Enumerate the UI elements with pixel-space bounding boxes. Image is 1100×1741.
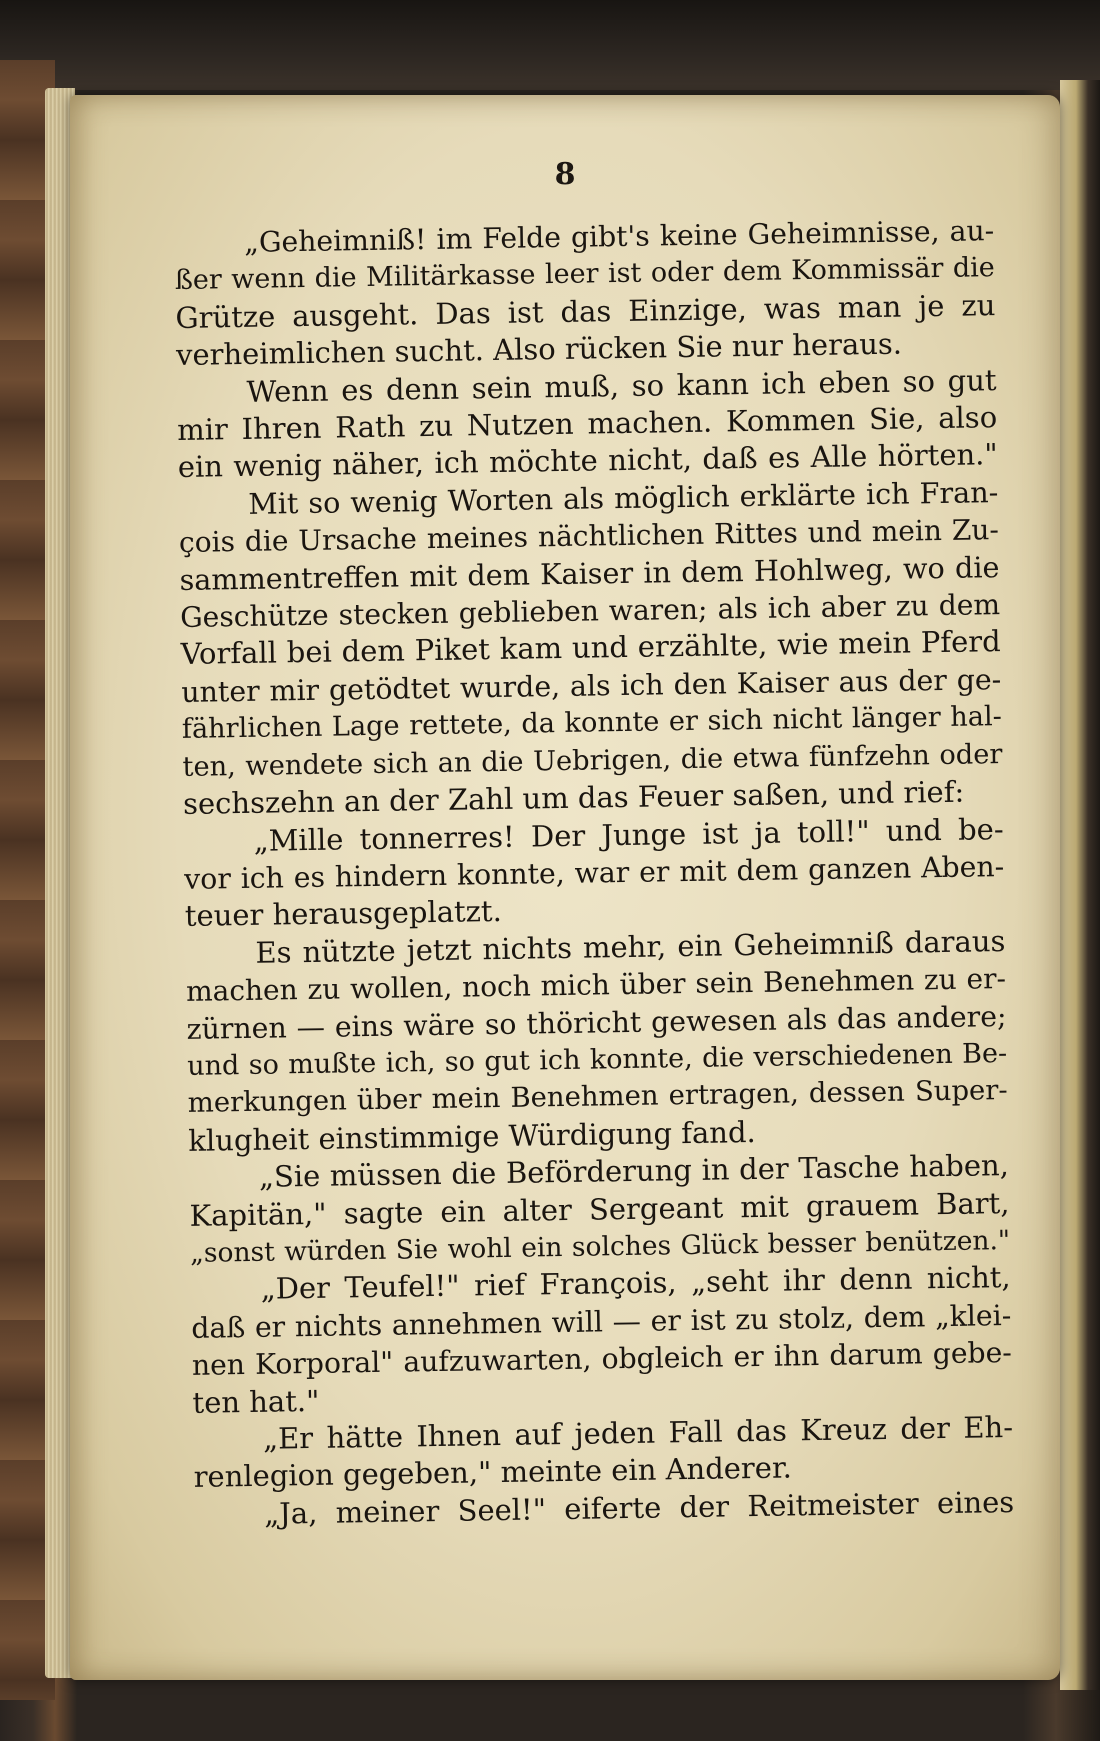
text-line: „Sie müssen die Beförderung in der Tasche haben, (258, 1148, 1010, 1194)
facing-page-edge (1060, 80, 1100, 1690)
text-line: „Ja, meiner Seel!" eiferte der Reitmeister eines (263, 1484, 1015, 1531)
text-line: Geschütze stecken geblieben waren; als ich aber zu dem (179, 588, 1001, 635)
text-line: „Er hätte Ihnen auf jeden Fall das Kreuz der Eh- (262, 1409, 1014, 1456)
text-line: ein wenig näher, ich möchte nicht, daß es Alle hörten." (177, 437, 998, 485)
text-line: ten hat." (192, 1383, 320, 1420)
text-line: klugheit einstimmige Würdigung fand. (188, 1114, 757, 1158)
text-line: „Geheimniß! im Felde gibt's keine Geheimnisse, au- (244, 214, 995, 259)
page-number: 8 (554, 157, 576, 192)
text-line: Mit so wenig Worten als möglich erklärte ich Fran- (248, 474, 999, 521)
text-line: nen Korporal" aufzuwarten, obgleich er ihn darum gebe- (191, 1336, 1013, 1383)
text-line: und so mußte ich, so gut ich konnte, die verschiedenen Be- (186, 1037, 1008, 1082)
text-line: ßer wenn die Militärkasse leer ist oder dem Kommissär die (174, 252, 996, 297)
text-line: unter mir getödtet wurde, als ich den Kaiser aus der ge- (181, 662, 1002, 709)
text-line: zürnen — eins wäre so thöricht gewesen als das andere; (186, 999, 1007, 1046)
text-line: Kapitän," sagte ein alter Sergeant mit grauem Bart, (189, 1185, 1010, 1233)
text-line: fährlichen Lage rettete, da konnte er sich nicht länger hal- (181, 701, 1003, 746)
text-line: Es nützte jetzt nichts mehr, ein Geheimniß daraus (255, 923, 1006, 970)
page-text (174, 212, 1014, 1534)
text-line: ten, wendete sich an die Uebrigen, die etwa fünfzehn oder (182, 738, 1003, 783)
text-line: verheimlichen sucht. Also rücken Sie nur heraus. (175, 326, 903, 373)
text-line: machen zu wollen, noch mich über sein Benehmen zu er- (185, 962, 1007, 1009)
text-line: mir Ihren Rath zu Nutzen machen. Kommen Sie, also (176, 400, 998, 448)
text-line: Wenn es denn sein muß, so kann ich eben so gut (246, 362, 997, 409)
text-line: sammentreffen mit dem Kaiser in dem Hohlweg, wo die (179, 549, 1000, 597)
book-page (70, 95, 1060, 1680)
text-line: „Der Teufel!" rief François, „seht ihr denn nicht, (260, 1260, 1011, 1307)
book-cover-top (0, 0, 1100, 90)
text-line: çois die Ursache meines nächtlichen Rittes und mein Zu- (178, 513, 1000, 560)
text-line: vor ich es hindern konnte, war er mit dem ganzen Aben- (184, 849, 1005, 896)
text-line: merkungen über mein Benehmen ertragen, dessen Super- (187, 1075, 1008, 1120)
text-line: Grütze ausgeht. Das ist das Einzige, was man je zu (175, 287, 996, 335)
text-line: „Mille tonnerres! Der Junge ist ja toll!" und be- (253, 811, 1004, 858)
text-line: Vorfall bei dem Piket kam und erzählte, wie mein Pferd (180, 624, 1001, 672)
text-line: renlegion gegeben," meinte ein Anderer. (193, 1450, 793, 1495)
text-line: teuer herausgeplatzt. (184, 894, 503, 934)
text-line: sechszehn an der Zahl um das Feuer saßen, und rief: (182, 774, 965, 822)
text-line: „sonst würden Sie wohl ein solches Glück besser benützen." (189, 1224, 1011, 1269)
text-line: daß er nichts annehmen will — er ist zu stolz, dem „klei- (191, 1298, 1012, 1345)
